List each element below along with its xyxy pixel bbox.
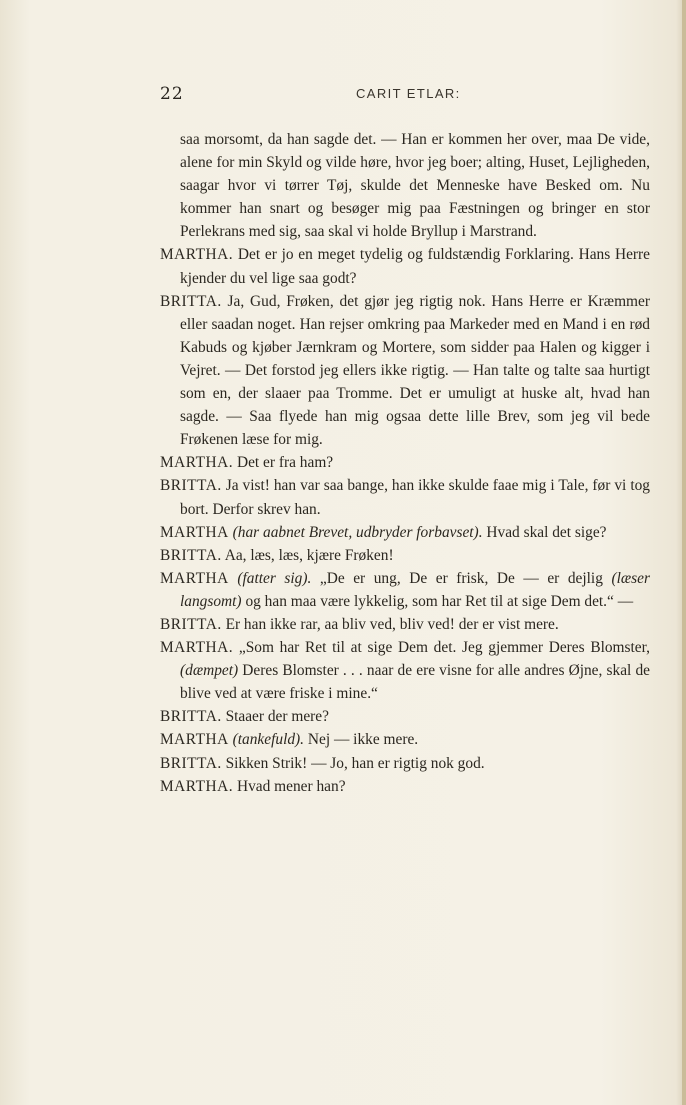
stage-direction: (fatter sig). — [237, 569, 312, 587]
speaker-name: MARTHA. — [160, 777, 234, 795]
dialogue-line — [160, 451, 650, 474]
dialogue-line — [160, 521, 650, 544]
dialogue-line — [160, 636, 650, 705]
dialogue-text: Nej — ikke mere. — [307, 731, 419, 749]
dialogue-line — [160, 567, 650, 613]
dialogue-line — [160, 728, 650, 751]
dialogue-line — [160, 544, 650, 567]
stage-direction: (dæmpet) — [180, 662, 239, 680]
speaker-name: MARTHA — [160, 523, 229, 541]
dialogue-text: Det er fra ham? — [236, 454, 334, 472]
dialogue-text: Det er jo en meget tydelig og fuldstændig Forklaring. Hans Herre kjender du vel lige saa godt? — [180, 246, 650, 287]
speaker-name: MARTHA — [160, 569, 229, 587]
stage-direction: (tankefuld). — [232, 731, 305, 749]
speaker-name: MARTHA. — [160, 246, 234, 264]
speaker-name: BRITTA. — [160, 292, 222, 310]
speaker-name: BRITTA. — [160, 754, 222, 772]
dialogue-text: Hvad skal det sige? — [486, 523, 607, 541]
speaker-name: BRITTA. — [160, 546, 222, 564]
dialogue-text: Staaer der mere? — [225, 708, 329, 726]
speaker-name: MARTHA. — [160, 639, 234, 657]
dialogue-line — [160, 752, 650, 775]
speaker-name: MARTHA — [160, 731, 229, 749]
speaker-name: MARTHA. — [160, 454, 234, 472]
page-number: 22 — [160, 84, 184, 104]
dialogue-line — [160, 474, 650, 520]
play-text — [160, 128, 650, 798]
dialogue-text: Deres Blomster . . . naar de ere visne for alle andres Øjne, skal de blive ved at være friske i mine.“ — [180, 662, 650, 703]
stage-direction: (har aabnet Brevet, udbryder forbavset). — [232, 523, 483, 541]
speaker-name: BRITTA. — [160, 615, 222, 633]
page-header — [0, 84, 686, 108]
dialogue-line — [160, 243, 650, 289]
dialogue-line — [160, 705, 650, 728]
stage-direction: (læser langsomt) — [180, 569, 650, 610]
page-edge — [682, 0, 686, 1105]
dialogue-text: Er han ikke rar, aa bliv ved, bliv ved! der er vist mere. — [225, 615, 559, 633]
dialogue-text: Aa, læs, læs, kjære Frøken! — [224, 546, 394, 564]
running-head: CARIT ETLAR: — [356, 86, 461, 101]
dialogue-text: og han maa være lykkelig, som har Ret til at sige Dem det.“ — — [245, 592, 634, 610]
dialogue-line — [160, 290, 650, 452]
dialogue-text: Ja, Gud, Frøken, det gjør jeg rigtig nok. Hans Herre er Kræmmer eller saadan noget. Han rejser omkring paa Markeder med en Mand i en rød Kabuds og kjøber Jærnkram og Mortere, som sidder paa Halen og kigger i Vejret. — Det forstod jeg ellers ikke rigtig. — Han talte og talte saa hurtigt som en, der slaaer paa Tromme. Det er umuligt at huske alt, hvad han sagde. — Saa flyede han mig ogsaa dette lille Brev, som jeg vil bede Frøkenen læse for mig. — [180, 292, 650, 449]
dialogue-line — [160, 613, 650, 636]
dialogue-text: „Som har Ret til at sige Dem det. Jeg gjemmer Deres Blomster, — [238, 639, 650, 657]
speaker-name: BRITTA. — [160, 708, 222, 726]
dialogue-text: Hvad mener han? — [236, 777, 346, 795]
dialogue-text: Ja vist! han var saa bange, han ikke skulde faae mig i Tale, før vi tog bort. Derfor skrev han. — [180, 477, 650, 518]
dialogue-line — [160, 775, 650, 798]
speaker-name: BRITTA. — [160, 477, 222, 495]
paragraph-continuation: saa morsomt, da han sagde det. — Han er kommen her over, maa De vide, alene for min Skyld og vilde høre, hvor jeg boer; alting, Huset, Lejligheden, saagar hvor vi tørrer Tøj, skulde det Menneske have Besked om. Nu kommer han snart og besøger mig paa Fæstningen og bringer en stor Perlekrans med sig, saa skal vi holde Bryllup i Marstrand. — [180, 131, 650, 241]
dialogue-text: Sikken Strik! — Jo, han er rigtig nok god. — [225, 754, 485, 772]
dialogue-text: „De er ung, De er frisk, De — er dejlig — [319, 569, 603, 587]
